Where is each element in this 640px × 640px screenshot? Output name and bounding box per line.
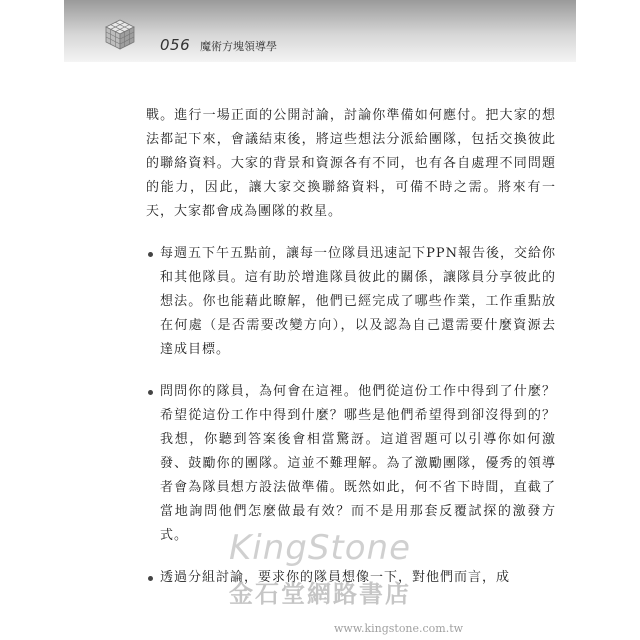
bullet-icon xyxy=(148,576,153,581)
bullet-item xyxy=(146,380,556,548)
bullet-text: 問問你的隊員，為何會在這裡。他們從這份工作中得到了什麼？希望從這份工作中得到什麼？哪些是他們希望得到卻沒得到的？我想，你聽到答案後會相當驚訝。這道習題可以引導你如何激發、鼓勵你的團隊。這並不難理解。為了激勵團隊，優秀的領導者會為隊員想方設法做準備。既然如此，何不省下時間，直截了當地詢問他們怎麼做最有效？而不是用那套反覆試探的激發方式。 xyxy=(160,384,556,543)
page-number: 056 xyxy=(160,36,191,54)
watermark-brand: KingStone xyxy=(228,528,412,568)
book-page xyxy=(64,0,576,640)
bullet-text: 每週五下午五點前，讓每一位隊員迅速記下PPN報告後，交給你和其他隊員。這有助於增進隊員彼此的關係，讓隊員分享彼此的想法。你也能藉此瞭解，他們已經完成了哪些作業，工作重點放在何處（是否需要改變方向），以及認為自己還需要什麼資源去達成目標。 xyxy=(160,246,556,357)
bullet-item xyxy=(146,242,556,362)
bullet-item xyxy=(146,566,556,590)
rubiks-cube-icon xyxy=(104,18,136,50)
watermark-chinese: 金石堂網路書店 xyxy=(229,579,411,608)
intro-paragraph: 戰。進行一場正面的公開討論，討論你準備如何應付。把大家的想法都記下來，會議結束後，將這些想法分派給團隊，包括交換彼此的聯絡資料。大家的背景和資源各有不同，也有各自處理不同問題的能力，因此，讓大家交換聯絡資料，可備不時之需。將來有一天，大家都會成為團隊的救星。 xyxy=(146,108,556,219)
page-header xyxy=(64,0,576,62)
body-text xyxy=(146,104,556,608)
bullet-icon xyxy=(148,390,153,395)
bullet-icon xyxy=(148,252,153,257)
bullet-text: 透過分組討論，要求你的隊員想像一下，對他們而言，成 xyxy=(160,570,511,585)
running-title: 魔術方塊領導學 xyxy=(200,40,277,53)
watermark-url: www.kingstone.com.tw xyxy=(334,622,464,635)
